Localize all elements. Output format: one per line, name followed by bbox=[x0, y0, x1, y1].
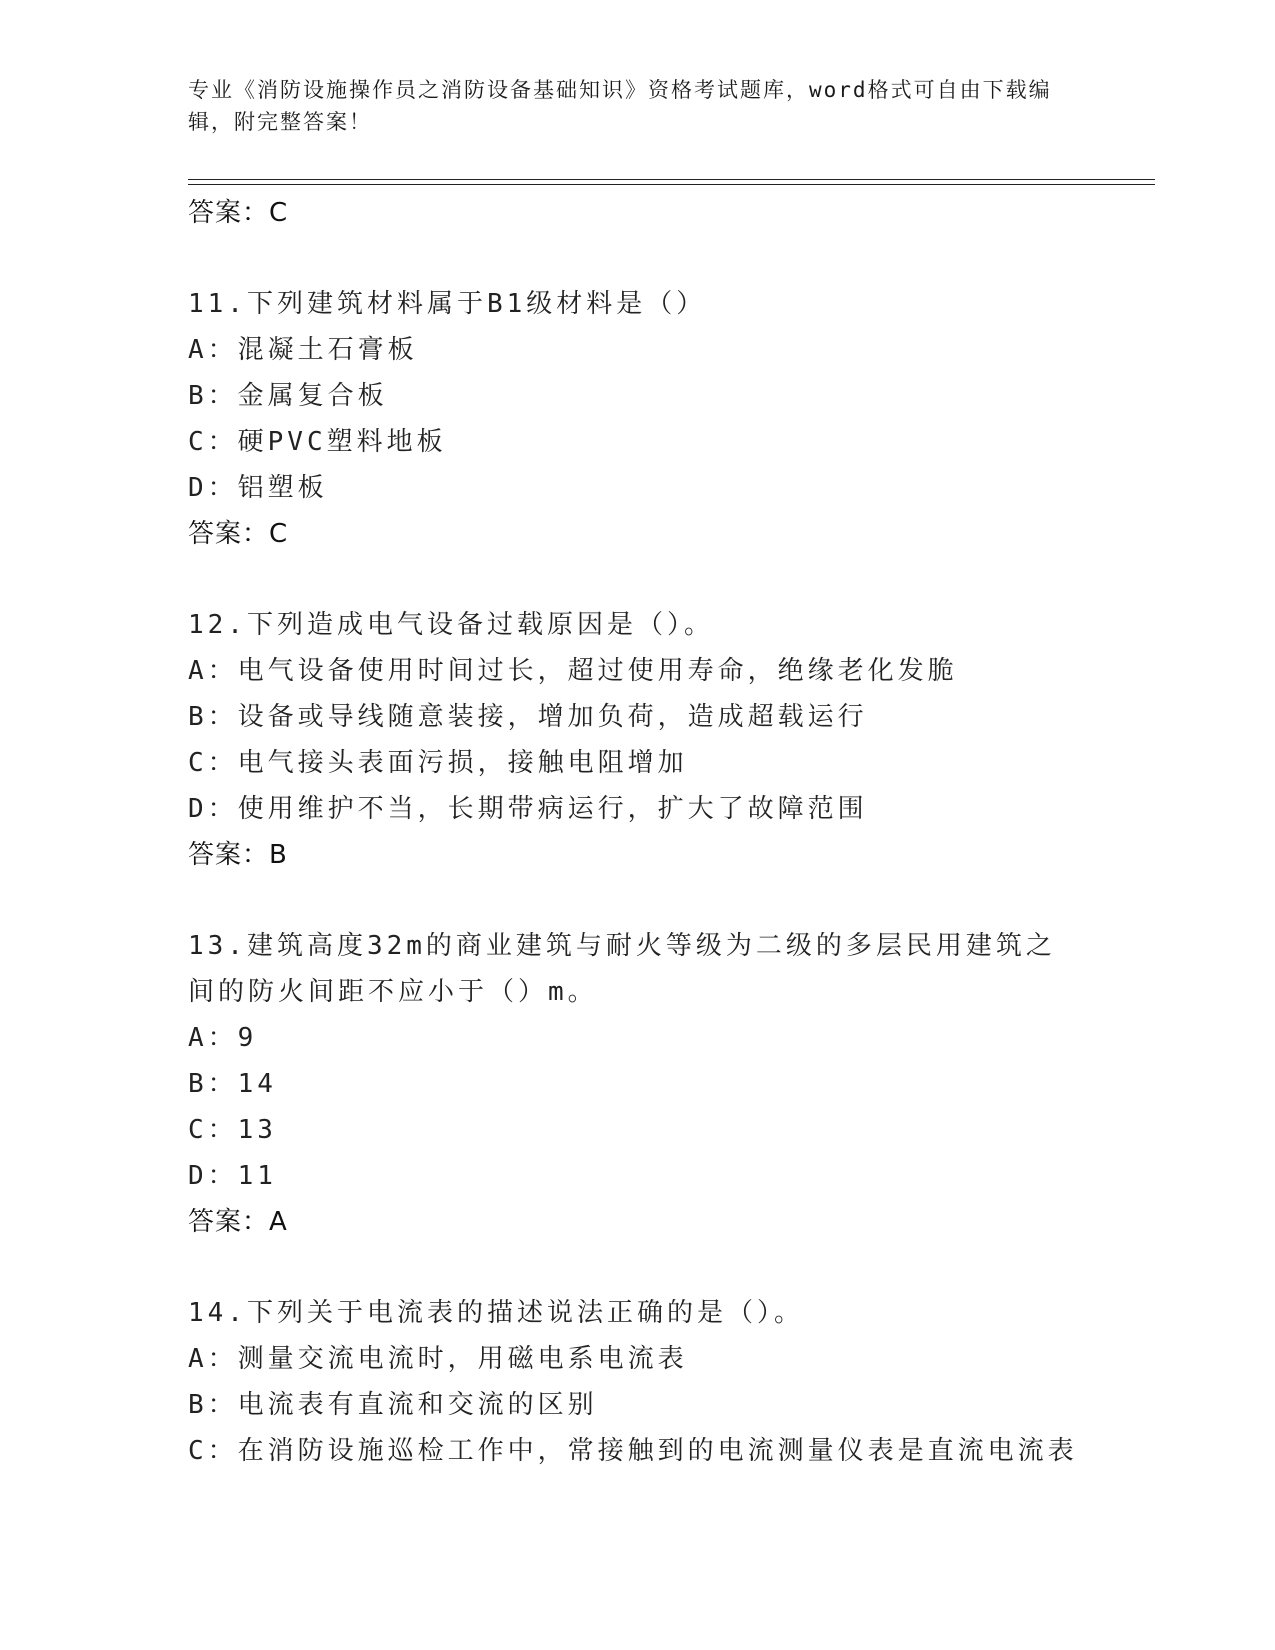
question-block bbox=[188, 602, 1088, 878]
question-block bbox=[188, 281, 1088, 557]
option-a: A：混凝土石膏板 bbox=[188, 335, 418, 365]
header-divider-bottom bbox=[188, 184, 1155, 185]
question-list bbox=[188, 190, 1088, 1474]
header-divider-top bbox=[188, 179, 1155, 180]
option-b: B：设备或导线随意装接，增加负荷，造成超载运行 bbox=[188, 702, 868, 732]
option-a: A：测量交流电流时，用磁电系电流表 bbox=[188, 1344, 688, 1374]
option-a: A：9 bbox=[188, 1023, 258, 1053]
question-answer: 答案：A bbox=[188, 1207, 288, 1237]
question-block bbox=[188, 1290, 1088, 1474]
option-c: C：在消防设施巡检工作中，常接触到的电流测量仪表是直流电流表 bbox=[188, 1436, 1078, 1466]
option-b: B：金属复合板 bbox=[188, 381, 388, 411]
option-c: C：硬PVC塑料地板 bbox=[188, 427, 447, 457]
option-c: C：13 bbox=[188, 1115, 277, 1145]
option-d: D：铝塑板 bbox=[188, 473, 328, 503]
document-header: 专业《消防设施操作员之消防设备基础知识》资格考试题库，word格式可自由下载编辑，附完整答案！ bbox=[188, 78, 1052, 134]
question-answer: 答案：B bbox=[188, 840, 288, 870]
option-d: D：11 bbox=[188, 1161, 277, 1191]
question-stem: 12.下列造成电气设备过载原因是（）。 bbox=[188, 610, 714, 640]
option-b: B：电流表有直流和交流的区别 bbox=[188, 1390, 598, 1420]
option-d: D：使用维护不当，长期带病运行，扩大了故障范围 bbox=[188, 794, 868, 824]
question-block bbox=[188, 923, 1088, 1245]
option-c: C：电气接头表面污损，接触电阻增加 bbox=[188, 748, 688, 778]
question-answer: 答案：C bbox=[188, 519, 289, 549]
option-a: A：电气设备使用时间过长，超过使用寿命，绝缘老化发脆 bbox=[188, 656, 958, 686]
option-b: B：14 bbox=[188, 1069, 277, 1099]
question-stem: 11.下列建筑材料属于B1级材料是（） bbox=[188, 289, 707, 319]
question-stem: 14.下列关于电流表的描述说法正确的是（）。 bbox=[188, 1298, 804, 1328]
previous-answer: 答案：C bbox=[188, 198, 289, 228]
question-stem: 13.建筑高度32m的商业建筑与耐火等级为二级的多层民用建筑之间的防火间距不应小于（）m。 bbox=[188, 931, 1056, 1007]
